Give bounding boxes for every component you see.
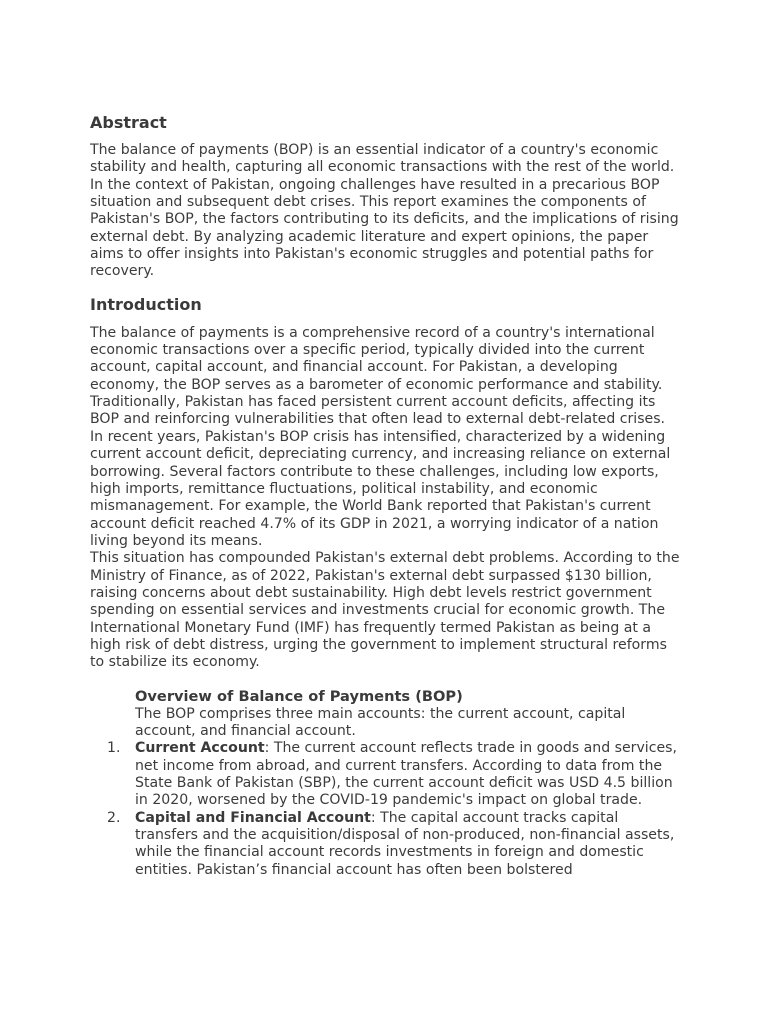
overview-heading: Overview of Balance of Payments (BOP)	[135, 687, 463, 705]
list-item-current-account	[107, 740, 680, 809]
intro-paragraph-1: The balance of payments is a comprehensive record of a country's international economic transactions over a specific period, typically divided into the current account, capital account, and financial account. For Pakistan, a developing economy, the BOP serves as a barometer of economic performance and stability. Traditionally, Pakistan has faced persistent current account deficits, affecting its BOP and reinforcing vulnerabilities that often lead to external debt-related crises.	[90, 324, 666, 428]
list-text: : The current account reflects trade in goods and services, net income from abroad, and current transfers. According to data from the State Bank of Pakistan (SBP), the current account deficit was USD 4.5 billion in 2020, worsened by the COVID-19 pandemic's impact on global trade.	[135, 740, 677, 809]
list-term: Capital and Financial Account	[135, 809, 371, 826]
list-item-capital-financial-account	[107, 809, 680, 879]
list-number: 1.	[107, 740, 121, 757]
introduction-heading: Introduction	[90, 294, 202, 314]
document-page	[90, 110, 680, 879]
list-term: Current Account	[135, 740, 265, 757]
list-number: 2.	[107, 809, 121, 826]
intro-paragraph-3: This situation has compounded Pakistan's external debt problems. According to the Ministry of Finance, as of 2022, Pakistan's external debt surpassed $130 billion, raising concerns about debt sustainability. High debt levels restrict government spending on essential services and investments crucial for economic growth. The International Monetary Fund (IMF) has frequently termed Pakistan as being at a high risk of debt distress, urging the government to implement structural reforms to stabilize its economy.	[90, 550, 680, 671]
accounts-list	[107, 740, 680, 879]
overview-section	[107, 687, 680, 879]
intro-paragraph-2: In recent years, Pakistan's BOP crisis has intensified, characterized by a widening current account deficit, depreciating currency, and increasing reliance on external borrowing. Several factors contribute to these challenges, including low exports, high imports, remittance fluctuations, political instability, and economic mismanagement. For example, the World Bank reported that Pakistan's current account deficit reached 4.7% of its GDP in 2021, a worrying indicator of a nation living beyond its means.	[90, 428, 671, 549]
abstract-heading: Abstract	[90, 113, 167, 132]
overview-lead: The BOP comprises three main accounts: the current account, capital account, and financial account.	[135, 705, 626, 739]
abstract-body: The balance of payments (BOP) is an essential indicator of a country's economic stability and health, capturing all economic transactions with the rest of the world. In the context of Pakistan, ongoing challenges have resulted in a precarious BOP situation and subsequent debt crises. This report examines the components of Pakistan's BOP, the factors contributing to its deficits, and the implications of rising external debt. By analyzing academic literature and expert opinions, the paper aims to offer insights into Pakistan's economic struggles and potential paths for recovery.	[90, 142, 679, 280]
list-text: : The capital account tracks capital transfers and the acquisition/disposal of non-produced, non-financial assets, while the financial account records investments in foreign and domestic entities. Pakistan’s financial account has often been bolstered	[135, 809, 675, 878]
